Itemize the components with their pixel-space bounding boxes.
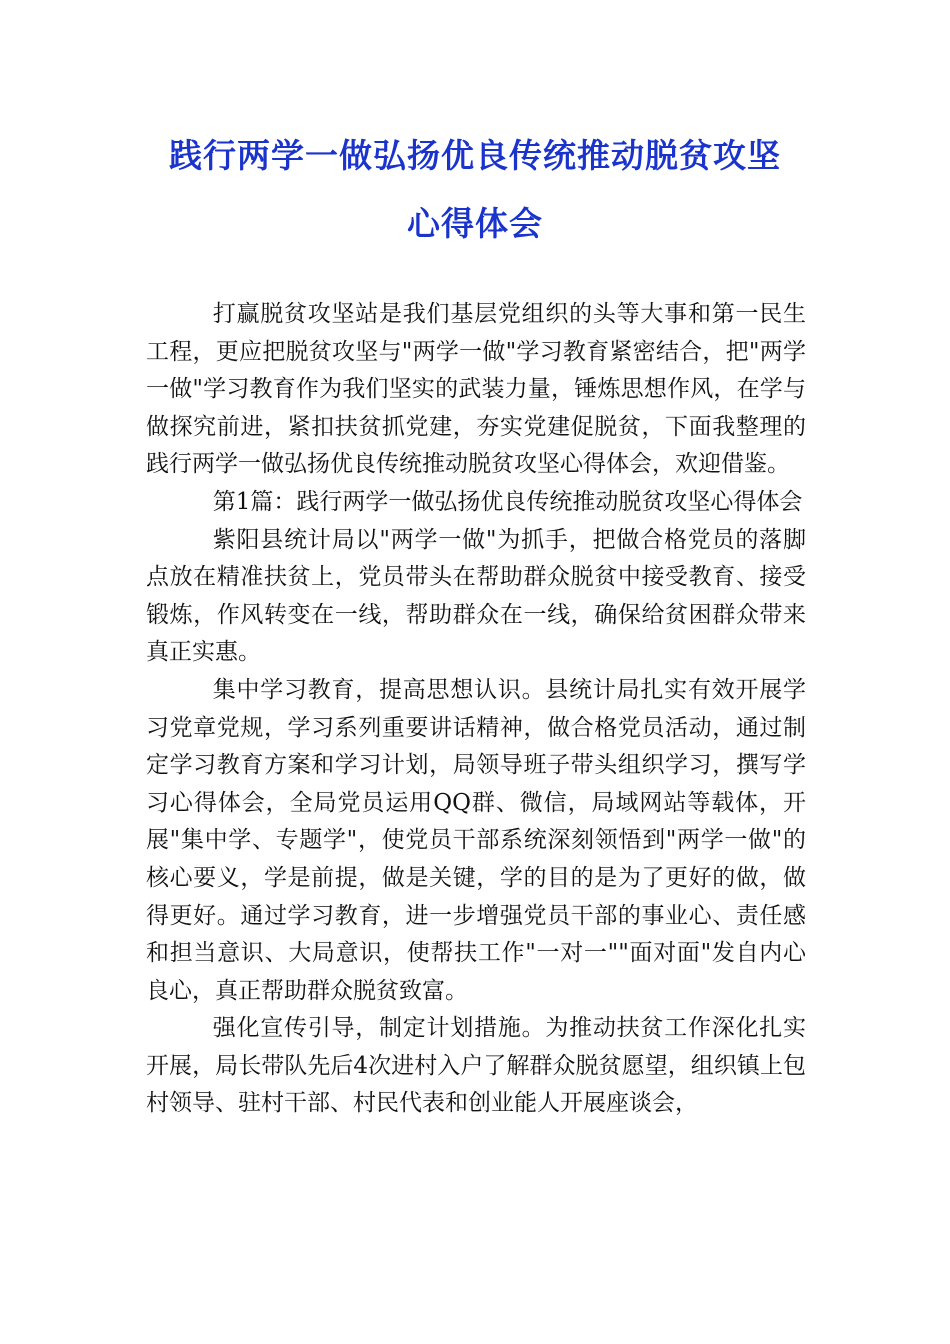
body-paragraph: 强化宣传引导，制定计划措施。为推动扶贫工作深化扎实开展，局长带队先后4次进村入户了解群众脱贫愿望，组织镇上包村领导、驻村干部、村民代表和创业能人开展座谈会，: [146, 1015, 806, 1117]
document-title-line-1: 践行两学一做弘扬优良传统推动脱贫攻坚: [169, 136, 781, 175]
body-paragraph: 集中学习教育，提高思想认识。县统计局扎实有效开展学习党章党规，学习系列重要讲话精神，做合格党员活动，通过制定学习教育方案和学习计划，局领导班子带头组织学习，撰写学习心得体会，全局党员运用QQ群、微信，局域网站等载体，开展"集中学、专题学"，使党员干部系统深刻领悟到"两学一做"的核心要义，学是前提，做是关键，学的目的是为了更好的做，做得更好。通过学习教育，进一步增强党员干部的事业心、责任感和担当意识、大局意识，使帮扶工作"一对一""面对面"发自内心良心，真正帮助群众脱贫致富。: [146, 676, 806, 1004]
article-heading: 第1篇：践行两学一做弘扬优良传统推动脱贫攻坚心得体会: [212, 488, 803, 515]
intro-paragraph: 打赢脱贫攻坚站是我们基层党组织的头等大事和第一民生工程，更应把脱贫攻坚与"两学一做"学习教育紧密结合，把"两学一做"学习教育作为我们坚实的武装力量，锤炼思想作风，在学与做探究前进，紧扣扶贫抓党建，夯实党建促脱贫，下面我整理的践行两学一做弘扬优良传统推动脱贫攻坚心得体会，欢迎借鉴。: [146, 301, 806, 478]
document-title-line-2: 心得体会: [407, 204, 543, 243]
body-paragraph: 紫阳县统计局以"两学一做"为抓手，把做合格党员的落脚点放在精准扶贫上，党员带头在帮助群众脱贫中接受教育、接受锻炼，作风转变在一线，帮助群众在一线，确保给贫困群众带来真正实惠。: [146, 526, 806, 666]
document-body: [146, 296, 806, 1123]
